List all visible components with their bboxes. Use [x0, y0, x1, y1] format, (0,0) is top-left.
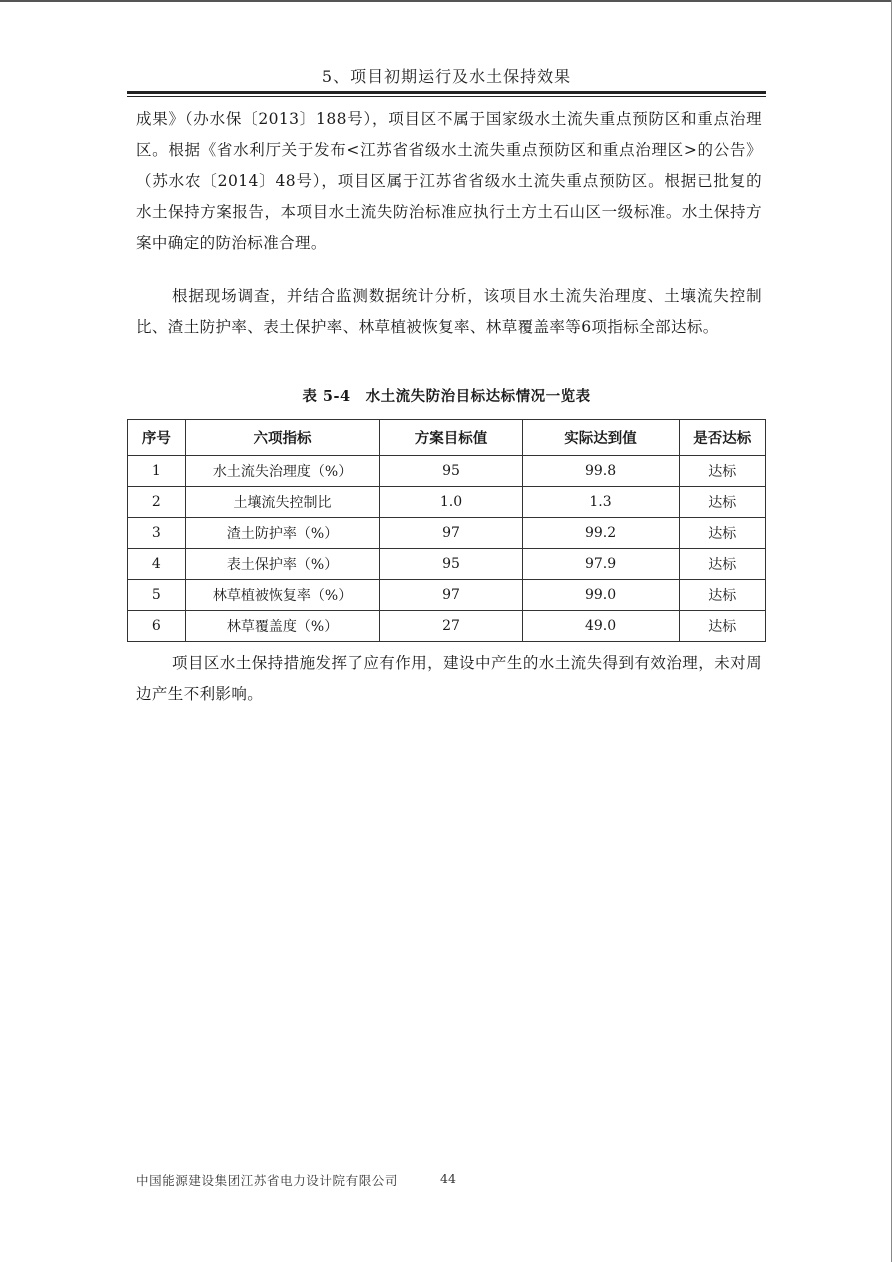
- cell-target: 95: [380, 456, 522, 487]
- cell-indicator: 渣土防护率（%）: [185, 518, 380, 549]
- cell-actual: 1.3: [522, 487, 679, 518]
- cell-actual: 99.8: [522, 456, 679, 487]
- cell-no: 3: [128, 518, 186, 549]
- cell-indicator: 土壤流失控制比: [185, 487, 380, 518]
- cell-no: 2: [128, 487, 186, 518]
- cell-met: 达标: [679, 549, 765, 580]
- table-row: [128, 456, 766, 487]
- cell-indicator: 表土保护率（%）: [185, 549, 380, 580]
- cell-no: 5: [128, 580, 186, 611]
- cell-met: 达标: [679, 611, 765, 642]
- cell-actual: 99.2: [522, 518, 679, 549]
- cell-target: 97: [380, 580, 522, 611]
- header-rule-thick: [127, 91, 766, 94]
- cell-actual: 49.0: [522, 611, 679, 642]
- header-cell-actual: 实际达到值: [522, 420, 679, 456]
- footer-company-name: 中国能源建设集团江苏省电力设计院有限公司: [136, 1173, 399, 1188]
- header-rule-thin: [127, 96, 766, 97]
- paragraph-standards: 成果》（办水保〔2013〕188号），项目区不属于国家级水土流失重点预防区和重点治理区。根据《省水利厅关于发布<江苏省省级水土流失重点预防区和重点治理区>的公告》（苏水农〔2014〕48号），项目区属于江苏省省级水土流失重点预防区。根据已批复的水土保持方案报告，本项目水土流失防治标准应执行土方土石山区一级标准。水土保持方案中确定的防治标准合理。: [136, 110, 762, 252]
- table-row: [128, 518, 766, 549]
- cell-actual: 99.0: [522, 580, 679, 611]
- table-caption: 表 5-4 水土流失防治目标达标情况一览表: [302, 388, 591, 405]
- cell-target: 1.0: [380, 487, 522, 518]
- cell-no: 1: [128, 456, 186, 487]
- target-compliance-table: [127, 419, 766, 642]
- cell-met: 达标: [679, 487, 765, 518]
- cell-target: 95: [380, 549, 522, 580]
- table-row: [128, 611, 766, 642]
- cell-no: 4: [128, 549, 186, 580]
- section-header-title: 5、项目初期运行及水土保持效果: [321, 67, 572, 86]
- header-cell-target: 方案目标值: [380, 420, 522, 456]
- cell-indicator: 水土流失治理度（%）: [185, 456, 380, 487]
- table-row: [128, 549, 766, 580]
- cell-no: 6: [128, 611, 186, 642]
- cell-actual: 97.9: [522, 549, 679, 580]
- cell-met: 达标: [679, 456, 765, 487]
- cell-met: 达标: [679, 518, 765, 549]
- paragraph-conclusion: 项目区水土保持措施发挥了应有作用，建设中产生的水土流失得到有效治理，未对周边产生不利影响。: [136, 654, 762, 703]
- cell-met: 达标: [679, 580, 765, 611]
- cell-target: 27: [380, 611, 522, 642]
- cell-indicator: 林草覆盖度（%）: [185, 611, 380, 642]
- table-header-row: [128, 420, 766, 456]
- header-cell-met: 是否达标: [679, 420, 765, 456]
- header-cell-indicator: 六项指标: [185, 420, 380, 456]
- footer-page-number: 44: [440, 1171, 456, 1186]
- page-top-border: [0, 0, 892, 2]
- cell-indicator: 林草植被恢复率（%）: [185, 580, 380, 611]
- paragraph-indicators: 根据现场调查，并结合监测数据统计分析，该项目水土流失治理度、土壤流失控制比、渣土防护率、表土保护率、林草植被恢复率、林草覆盖率等6项指标全部达标。: [136, 287, 762, 336]
- cell-target: 97: [380, 518, 522, 549]
- table-row: [128, 487, 766, 518]
- header-cell-no: 序号: [128, 420, 186, 456]
- table-row: [128, 580, 766, 611]
